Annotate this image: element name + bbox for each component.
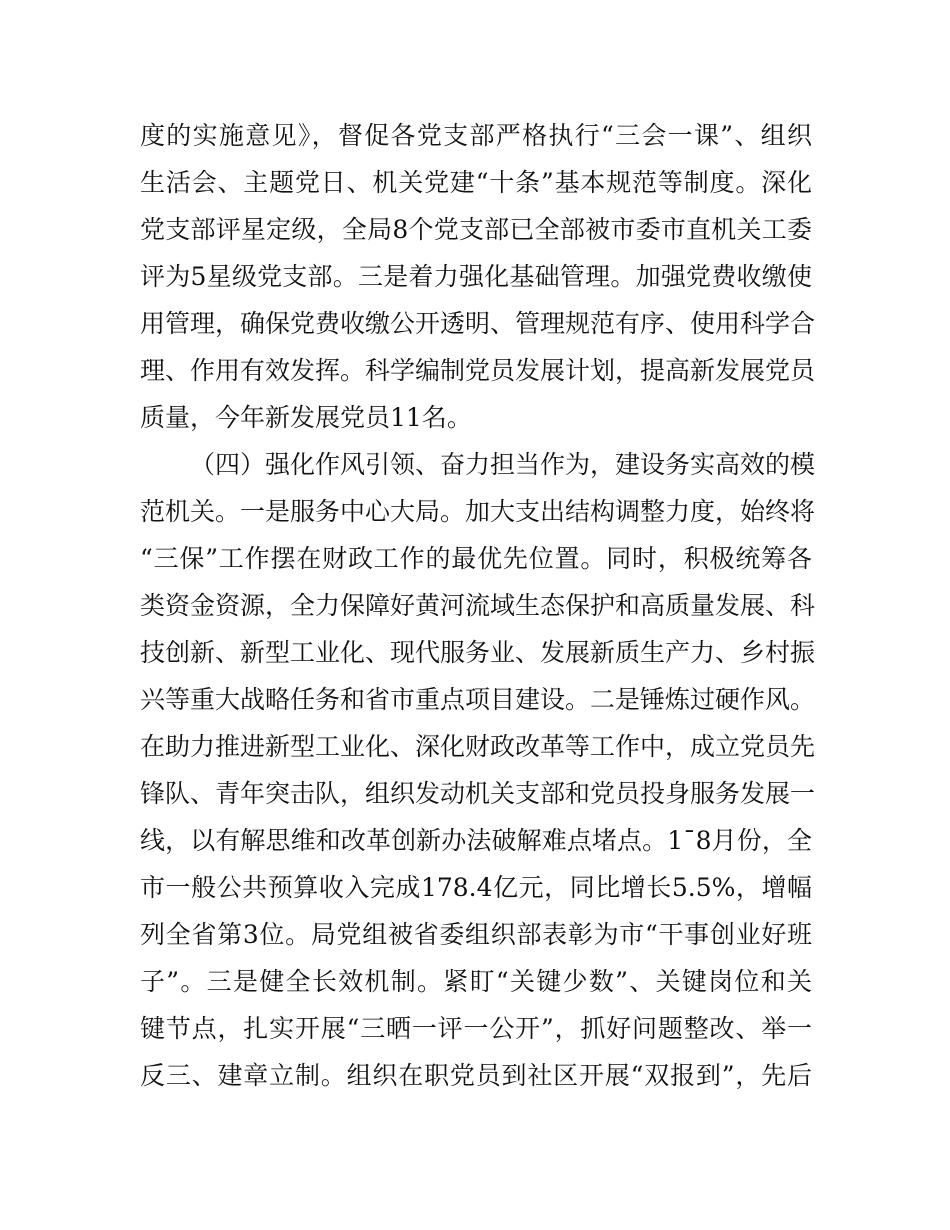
paragraph-2-line-2: 范机关。一是服务中心大局。加大支出结构调整力度，始终将	[140, 497, 816, 526]
paragraph-2-line-3: “三保”工作摆在财政工作的最优先位置。同时，积极统筹各	[140, 544, 812, 573]
paragraph-2-line-1: （四）强化作风引领、奋力担当作为，建设务实高效的模	[190, 450, 816, 479]
paragraph-2-line-6: 兴等重大战略任务和省市重点项目建设。二是锤炼过硬作风。	[140, 685, 816, 714]
paragraph-2-line-5: 技创新、新型工业化、现代服务业、发展新质生产力、乡村振	[140, 638, 816, 667]
paragraph-1-line-1: 度的实施意见》，督促各党支部严格执行“三会一课”、组织	[140, 121, 812, 150]
paragraph-1-line-2: 生活会、主题党日、机关党建“十条”基本规范等制度。深化	[140, 168, 812, 197]
paragraph-1-line-3: 党支部评星定级，全局8个党支部已全部被市委市直机关工委	[140, 215, 812, 244]
paragraph-2-line-14: 反三、建章立制。组织在职党员到社区开展“双报到”，先后	[140, 1061, 812, 1090]
paragraph-2-line-9: 线，以有解思维和改革创新办法破解难点堵点。1¯8月份，全	[140, 826, 812, 855]
paragraph-2-line-8: 锋队、青年突击队，组织发动机关支部和党员投身服务发展一	[140, 779, 816, 808]
paragraph-2-line-4: 类资金资源，全力保障好黄河流域生态保护和高质量发展、科	[140, 591, 816, 620]
paragraph-2-line-12: 子”。三是健全长效机制。紧盯“关键少数”、关键岗位和关	[140, 967, 812, 996]
paragraph-2-line-10: 市一般公共预算收入完成178.4亿元，同比增长5.5%，增幅	[140, 873, 812, 902]
paragraph-1-line-5: 用管理，确保党费收缴公开透明、管理规范有序、使用科学合	[140, 309, 816, 338]
paragraph-2-line-13: 键节点，扎实开展“三晒一评一公开”，抓好问题整改、举一	[140, 1014, 812, 1043]
paragraph-1-line-4: 评为5星级党支部。三是着力强化基础管理。加强党费收缴使	[140, 262, 812, 291]
paragraph-1-line-6: 理、作用有效发挥。科学编制党员发展计划，提高新发展党员	[140, 356, 816, 385]
body-text	[140, 0, 816, 1230]
paragraph-2-line-7: 在助力推进新型工业化、深化财政改革等工作中，成立党员先	[140, 732, 816, 761]
paragraph-2-line-11: 列全省第3位。局党组被省委组织部表彰为市“干事创业好班	[140, 920, 812, 949]
paragraph-1-line-7: 质量，今年新发展党员11名。	[140, 403, 472, 432]
